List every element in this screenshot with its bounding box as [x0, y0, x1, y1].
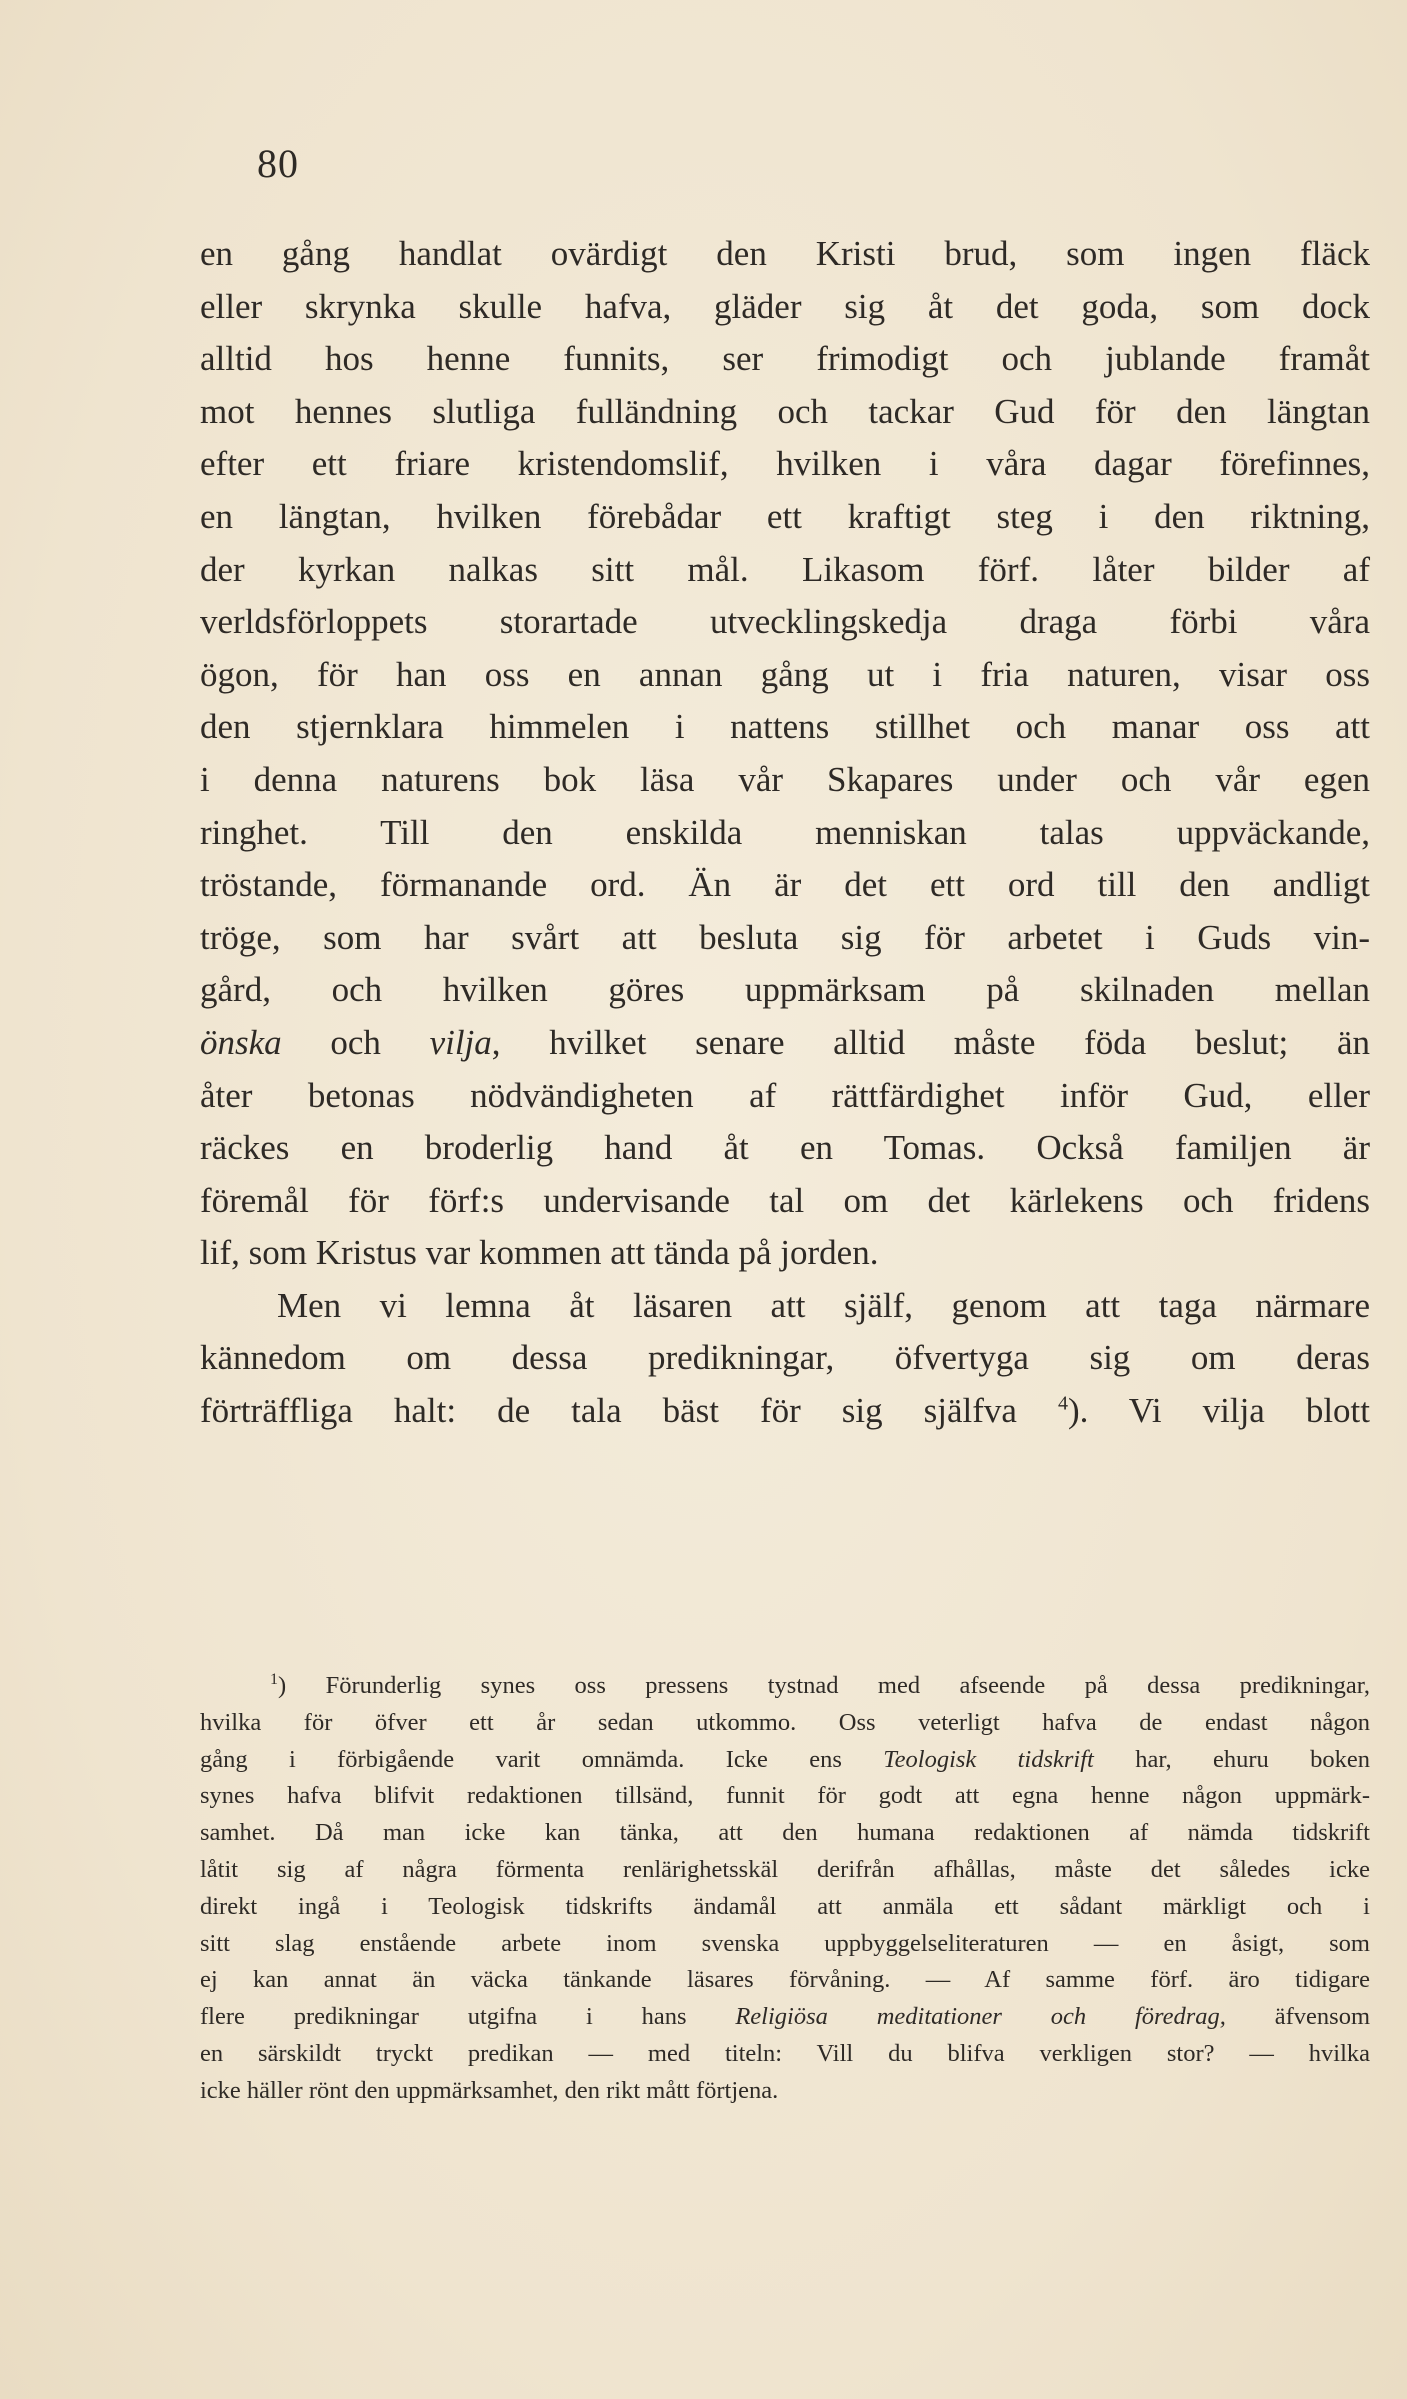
body-line: föremål för förf:s undervisande tal om det kärlekens och fridens	[200, 1180, 1370, 1220]
body-line: gård, och hvilken göres uppmärksam på skilnaden mellan	[200, 970, 1370, 1010]
footnote	[200, 1668, 1370, 2110]
footnote-line	[200, 1742, 1370, 1779]
line-text: äfvensom	[1225, 2003, 1371, 2031]
body-line: eller skrynka skulle hafva, gläder sig åt det goda, som dock	[200, 286, 1370, 326]
body-line-emphasis	[200, 1017, 1370, 1070]
body-line-with-footnote-ref	[200, 1385, 1370, 1438]
line-text: förträffliga halt: de tala bäst för sig själfva	[200, 1391, 1058, 1431]
body-line: tröstande, förmanande ord. Än är det ett ord till den andligt	[200, 865, 1370, 905]
line-text: gång i förbigående varit omnämda. Icke ens	[200, 1745, 884, 1773]
footnote-line: låtit sig af några förmenta renlärighetsskäl derifrån afhållas, måste det således icke	[200, 1855, 1370, 1883]
line-text: ) Förunderlig synes oss pressens tystnad med afseende på dessa predikningar,	[278, 1672, 1370, 1699]
body-line: ögon, för han oss en annan gång ut i fria naturen, visar oss	[200, 654, 1370, 694]
footnote-marker: 1	[270, 1670, 278, 1688]
line-text: , hvilket senare alltid måste föda beslut; än	[491, 1022, 1370, 1062]
body-line: räckes en broderlig hand åt en Tomas. Också familjen är	[200, 1128, 1370, 1168]
work-title: Religiösa meditationer och föredrag,	[735, 2003, 1226, 2031]
body-line: åter betonas nödvändigheten af rättfärdighet inför Gud, eller	[200, 1075, 1370, 1115]
body-line: ringhet. Till den enskilda menniskan talas uppväckande,	[200, 812, 1370, 852]
body-line: kännedom om dessa predikningar, öfvertyga sig om deras	[200, 1338, 1370, 1378]
footnote-line: ej kan annat än väcka tänkande läsares förvåning. — Af samme förf. äro tidigare	[200, 1966, 1370, 1994]
body-line: alltid hos henne funnits, ser frimodigt och jublande framåt	[200, 339, 1370, 379]
line-text: flere predikningar utgifna i hans	[200, 2003, 736, 2031]
body-line: en gång handlat ovärdigt den Kristi brud, som ingen fläck	[200, 234, 1370, 273]
page-number: 80	[257, 141, 299, 186]
line-text: har, ehuru boken	[1093, 1745, 1370, 1773]
line-text: och	[281, 1022, 430, 1062]
footnote-line: samhet. Då man icke kan tänka, att den humana redaktionen af nämda tidskrift	[200, 1819, 1370, 1847]
footnote-line: icke häller rönt den uppmärksamhet, den rikt mått förtjena.	[200, 2076, 779, 2104]
footnote-line: sitt slag enstående arbete inom svenska uppbyggelseliteraturen — en åsigt, som	[200, 1929, 1370, 1957]
body-line: i denna naturens bok läsa vår Skapares under och vår egen	[200, 759, 1370, 799]
paragraph-start-line: Men vi lemna åt läsaren att själf, genom att taga närmare	[277, 1285, 1370, 1325]
body-line: en längtan, hvilken förebådar ett kraftigt steg i den riktning,	[200, 496, 1370, 536]
emphasis-vilja: vilja	[429, 1022, 492, 1062]
footnote-line: direkt ingå i Teologisk tidskrifts ändamål att anmäla ett sådant märkligt och i	[200, 1892, 1370, 1920]
footnote-line: hvilka för öfver ett år sedan utkommo. Oss veterligt hafva de endast någon	[200, 1708, 1370, 1736]
journal-title: Teologisk tidskrift	[883, 1745, 1094, 1773]
body-line: lif, som Kristus var kommen att tända på jorden.	[200, 1233, 879, 1273]
body-line: der kyrkan nalkas sitt mål. Likasom förf. låter bilder af	[200, 549, 1370, 589]
line-text: ). Vi vilja blott	[1067, 1391, 1370, 1431]
body-line: mot hennes slutliga fulländning och tackar Gud för den längtan	[200, 391, 1370, 431]
body-text	[200, 228, 1370, 1438]
body-line: verldsförloppets storartade utvecklingskedja draga förbi våra	[200, 602, 1370, 642]
footnote-reference: 4	[1057, 1392, 1068, 1415]
footnote-line: synes hafva blifvit redaktionen tillsänd, funnit för godt att egna henne någon uppmärk-	[200, 1782, 1370, 1810]
footnote-line	[200, 1999, 1370, 2036]
body-line: den stjernklara himmelen i nattens stillhet och manar oss att	[200, 707, 1370, 747]
body-line: efter ett friare kristendomslif, hvilken i våra dagar förefinnes,	[200, 444, 1370, 484]
footnote-line	[200, 1668, 1370, 1705]
body-line: tröge, som har svårt att besluta sig för arbetet i Guds vin-	[200, 917, 1370, 957]
footnote-line: en särskildt tryckt predikan — med titeln: Vill du blifva verkligen stor? — hvilka	[200, 2039, 1370, 2067]
emphasis-onska: önska	[200, 1022, 282, 1062]
